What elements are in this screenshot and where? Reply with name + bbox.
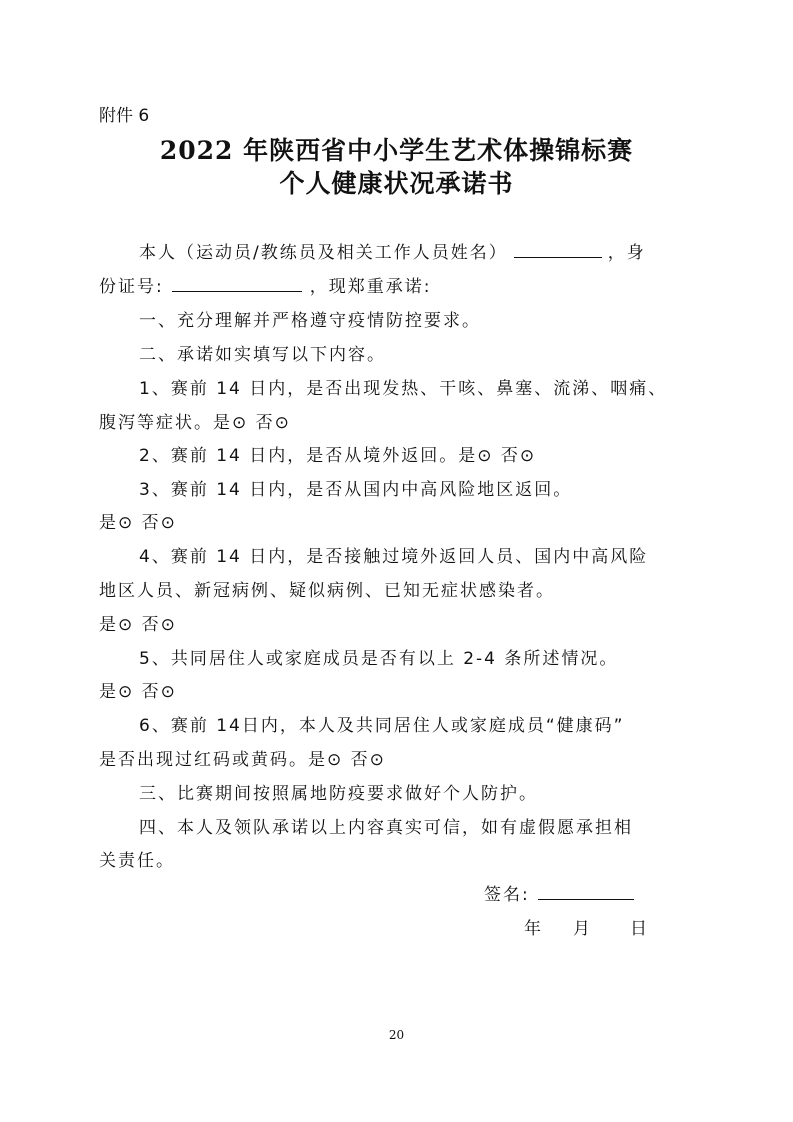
intro-text-id-prefix: ，身 (607, 243, 646, 263)
question-4-line-1: 4、赛前 14 日内，是否接触过境外返回人员、国内中高风险 (139, 547, 649, 567)
attachment-label: 附件 6 (99, 106, 150, 126)
question-6-line-1: 6、赛前 14日内，本人及共同居住人或家庭成员“健康码” (139, 716, 625, 736)
signature-label: 签名: (484, 885, 530, 905)
question-1-line-2: 腹泻等症状。是⊙ 否⊙ (99, 413, 291, 433)
id-number-label: 份证号: (99, 277, 164, 297)
date-month-label: 月 (573, 919, 590, 939)
signature-blank-field[interactable] (538, 881, 634, 900)
date-row (524, 914, 647, 939)
date-day-label: 日 (630, 919, 647, 939)
id-number-blank-field[interactable] (172, 273, 302, 292)
document-title: 2022 年陕西省中小学生艺术体操锦标赛 (159, 136, 634, 165)
name-blank-field[interactable] (514, 239, 602, 258)
question-3-line-1: 3、赛前 14 日内，是否从国内中高风险地区返回。 (139, 480, 573, 500)
date-year-label: 年 (524, 919, 541, 939)
pledge-item-1: 一、充分理解并严格遵守疫情防控要求。 (139, 311, 481, 331)
question-4-answer: 是⊙ 否⊙ (99, 615, 177, 635)
intro-pledge-text: ，现郑重承诺: (309, 277, 432, 297)
question-5-answer: 是⊙ 否⊙ (99, 682, 177, 702)
question-6-line-2: 是否出现过红码或黄码。是⊙ 否⊙ (99, 750, 386, 770)
intro-line-2 (99, 272, 431, 297)
pledge-item-3: 三、比赛期间按照属地防疫要求做好个人防护。 (139, 784, 538, 804)
question-1-line-1: 1、赛前 14 日内，是否出现发热、干咳、鼻塞、流涕、咽痛、 (139, 379, 668, 399)
pledge-item-4-line-1: 四、本人及领队承诺以上内容真实可信，如有虚假愿承担相 (139, 818, 633, 838)
question-5-line-1: 5、共同居住人或家庭成员是否有以上 2-4 条所述情况。 (139, 649, 619, 669)
question-4-line-2: 地区人员、新冠病例、疑似病例、已知无症状感染者。 (99, 581, 555, 601)
question-3-answer: 是⊙ 否⊙ (99, 513, 177, 533)
pledge-item-2: 二、承诺如实填写以下内容。 (139, 345, 386, 365)
intro-line-1 (139, 238, 646, 263)
intro-text-name: 本人（运动员/教练员及相关工作人员姓名） (139, 243, 508, 263)
question-2: 2、赛前 14 日内，是否从境外返回。是⊙ 否⊙ (139, 446, 537, 466)
pledge-item-4-line-2: 关责任。 (99, 851, 175, 871)
page-number: 20 (388, 1028, 405, 1042)
document-subtitle: 个人健康状况承诺书 (279, 169, 514, 198)
signature-row (484, 880, 634, 905)
